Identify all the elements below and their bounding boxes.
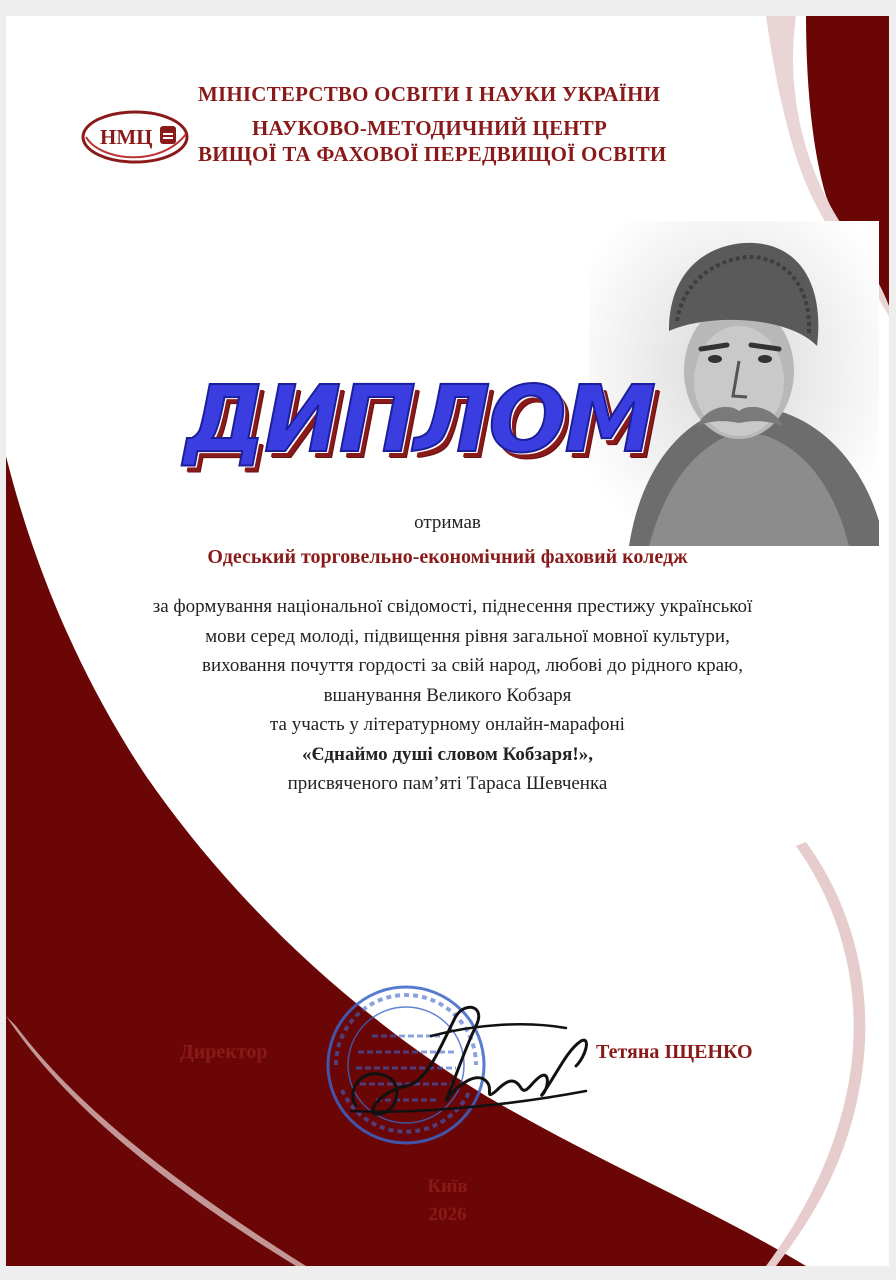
reason-line: за формування національної свідомості, піднесення престижу української [152, 596, 753, 617]
diploma-sheet [6, 16, 889, 1266]
recipient-name: Одеський торговельно-економічний фаховий коледж [207, 546, 688, 568]
logo-text: НМЦ [100, 125, 153, 149]
reason-line: виховання почуття гордості за свій народ, любові до рідного краю, [201, 655, 743, 676]
city: Київ [427, 1176, 468, 1197]
ministry-title: МІНІСТЕРСТВО ОСВІТИ І НАУКИ УКРАЇНИ [198, 82, 661, 106]
diploma-title: ДИПЛОМ [184, 366, 655, 473]
center-title-line1: НАУКОВО-МЕТОДИЧНИЙ ЦЕНТР [252, 116, 608, 140]
reason-line: вшанування Великого Кобзаря [323, 684, 572, 706]
reason-line: присвяченого пам’яті Тараса Шевченка [287, 773, 608, 794]
received-label: отримав [414, 512, 481, 533]
director-name: Тетяна ІЩЕНКО [596, 1041, 753, 1063]
director-signature [336, 996, 596, 1126]
award-reason [6, 592, 889, 799]
marathon-title: «Єднаймо душі словом Кобзаря!», [302, 743, 593, 765]
reason-line: та участь у літературному онлайн-марафоні [270, 714, 625, 735]
center-title-line2: ВИЩОЇ ТА ФАХОВОЇ ПЕРЕДВИЩОЇ ОСВІТИ [198, 142, 667, 166]
year: 2026 [428, 1204, 467, 1225]
reason-line: мови серед молоді, підвищення рівня загальної мовної культури, [205, 625, 730, 647]
nmc-logo-icon [80, 106, 190, 166]
director-label: Директор [180, 1041, 268, 1063]
